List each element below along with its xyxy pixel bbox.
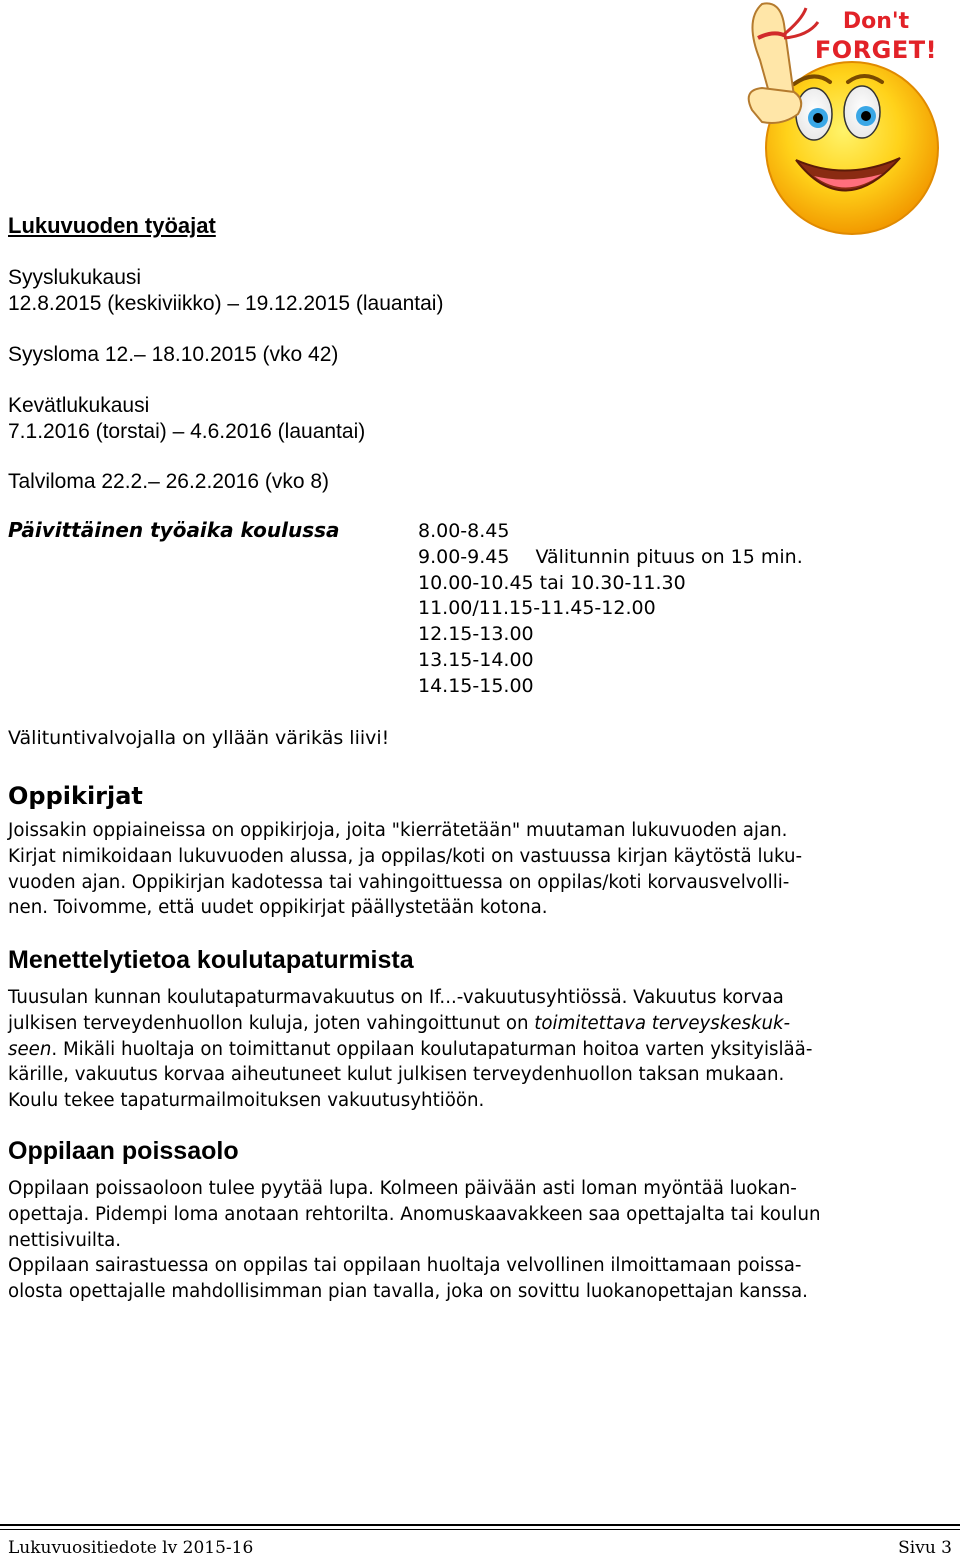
- logo-line2: FORGET!: [814, 36, 938, 64]
- absence-paragraph: [8, 1176, 821, 1305]
- books-line: nen. Toivomme, että uudet oppikirjat päällystetään kotona.: [8, 897, 548, 919]
- accidents-line: [8, 1037, 812, 1063]
- time-list: [418, 519, 803, 700]
- absence-line: Oppilaan poissaoloon tulee pyytää lupa. Kolmeen päivään asti loman myöntää luokan-: [8, 1178, 797, 1199]
- autumn-break: Syysloma 12.– 18.10.2015 (vko 42): [8, 343, 339, 366]
- autumn-dates: 12.8.2015 (keskiviikko) – 19.12.2015 (lauantai): [8, 292, 444, 315]
- autumn-label: Syyslukukausi: [8, 266, 142, 289]
- absence-line: nettisivuilta.: [8, 1229, 122, 1251]
- footer-page-number: Sivu 3: [898, 1538, 952, 1558]
- books-line: vuoden ajan. Oppikirjan kadotessa tai vahingoittuessa on oppilas/koti korvausvelvolli-: [8, 871, 790, 893]
- absence-heading: Oppilaan poissaolo: [8, 1137, 239, 1165]
- time-slot: 10.00-10.45 tai 10.30-11.30: [418, 571, 686, 594]
- spring-label: Kevätlukukausi: [8, 394, 150, 417]
- books-line: Joissakin oppiaineissa on oppikirjoja, joita "kierrätetään" muutaman lukuvuoden ajan.: [8, 820, 788, 841]
- accidents-line: [8, 1011, 812, 1037]
- time-slot: 13.15-14.00: [418, 648, 534, 671]
- accidents-line3-emphasis: seen: [8, 1038, 52, 1060]
- logo-text: [796, 8, 956, 64]
- winter-break: Talviloma 22.2.– 26.2.2016 (vko 8): [8, 470, 330, 493]
- logo-line1: Don't: [842, 9, 910, 34]
- time-slot: 9.00-9.45: [418, 545, 510, 568]
- absence-line: Oppilaan sairastuessa on oppilas tai oppilaan huoltaja velvollinen ilmoittamaan poissa-: [8, 1255, 802, 1277]
- time-slot-with-note: [418, 545, 803, 571]
- accidents-line: kärille, vakuutus korvaa aiheutuneet kulut julkisen terveydenhuollon taksan mukaan.: [8, 1064, 785, 1086]
- time-slot: 12.15-13.00: [418, 623, 534, 646]
- footer-rule-thin: [0, 1529, 960, 1530]
- accidents-heading: Menettelytietoa koulutapaturmista: [8, 946, 414, 974]
- vest-note: Välituntivalvojalla on yllään värikäs liivi!: [8, 727, 390, 749]
- break-note: Välitunnin pituus on 15 min.: [535, 545, 803, 568]
- accidents-line3-text: . Mikäli huoltaja on toimittanut oppilaan koulutapaturman hoitoa varten yksityislää-: [51, 1038, 813, 1060]
- time-slot: 11.00/11.15-11.45-12.00: [418, 597, 656, 620]
- accidents-line2-text: julkisen terveydenhuollon kuluja, joten vahingoittunut on: [8, 1012, 535, 1034]
- books-line: Kirjat nimikoidaan lukuvuoden alussa, ja oppilas/koti on vastuussa kirjan käytöstä luku-: [8, 845, 803, 867]
- absence-line: opettaja. Pidempi loma anotaan rehtorilta. Anomuskaavakkeen saa opettajalta tai koulun: [8, 1203, 821, 1225]
- daily-label: Päivittäinen työaika koulussa: [8, 518, 340, 542]
- accidents-line2-emphasis: toimitettava terveyskeskuk-: [534, 1012, 791, 1034]
- time-slot: 8.00-8.45: [418, 520, 510, 542]
- time-slot: 14.15-15.00: [418, 674, 534, 697]
- accidents-line: Tuusulan kunnan koulutapaturmavakuutus on If...-vakuutusyhtiössä. Vakuutus korvaa: [8, 987, 784, 1008]
- footer-title: Lukuvuositiedote lv 2015-16: [8, 1538, 254, 1558]
- footer-rule: [0, 1524, 960, 1526]
- books-paragraph: [8, 818, 802, 921]
- spring-dates: 7.1.2016 (torstai) – 4.6.2016 (lauantai): [8, 420, 366, 443]
- books-heading: Oppikirjat: [8, 782, 143, 810]
- accidents-paragraph: [8, 985, 812, 1114]
- absence-line: olosta opettajalle mahdollisimman pian tavalla, joka on sovittu luokanopettajan kanssa.: [8, 1281, 808, 1303]
- accidents-line: Koulu tekee tapaturmailmoituksen vakuutusyhtiöön.: [8, 1090, 485, 1112]
- schedule-title: Lukuvuoden työajat: [8, 213, 216, 238]
